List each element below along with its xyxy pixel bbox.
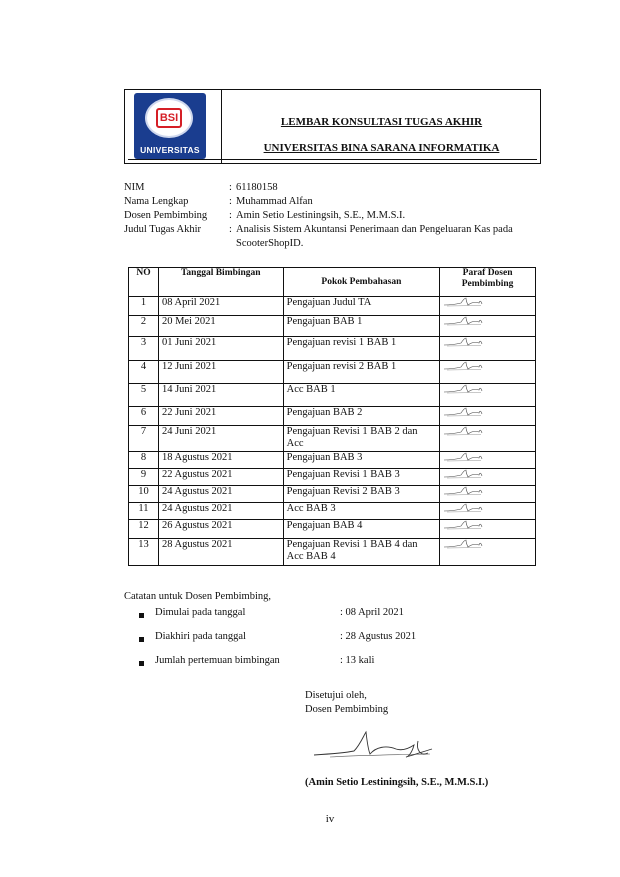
row-date: 08 April 2021 bbox=[158, 297, 283, 316]
row-no: 4 bbox=[129, 361, 159, 384]
row-date: 18 Agustus 2021 bbox=[158, 452, 283, 469]
row-paraf bbox=[440, 316, 536, 337]
paraf-signature bbox=[443, 407, 483, 417]
row-topic: Pengajuan Revisi 2 BAB 3 bbox=[283, 486, 440, 503]
row-no: 12 bbox=[129, 520, 159, 539]
row-topic: Acc BAB 1 bbox=[283, 384, 440, 407]
logo-text: UNIVERSITAS bbox=[140, 145, 200, 155]
row-topic: Pengajuan revisi 2 BAB 1 bbox=[283, 361, 440, 384]
name-value: Muhammad Alfan bbox=[236, 196, 313, 207]
note-label: Jumlah pertemuan bimbingan bbox=[155, 655, 280, 666]
row-paraf bbox=[440, 407, 536, 426]
table-row bbox=[129, 407, 536, 426]
row-topic: Pengajuan BAB 4 bbox=[283, 520, 440, 539]
row-topic: Pengajuan BAB 2 bbox=[283, 407, 440, 426]
table-row bbox=[129, 384, 536, 407]
header-topic: Pokok Pembahasan bbox=[283, 268, 440, 297]
paraf-signature bbox=[443, 316, 483, 326]
row-no: 3 bbox=[129, 337, 159, 361]
paraf-signature bbox=[443, 469, 483, 479]
nim-value: 61180158 bbox=[236, 182, 278, 193]
header-no: NO bbox=[129, 268, 159, 297]
page-number: iv bbox=[325, 813, 335, 825]
table-row bbox=[129, 503, 536, 520]
table-row bbox=[129, 316, 536, 337]
university-name: UNIVERSITAS BINA SARANA INFORMATIKA bbox=[263, 142, 500, 154]
row-paraf bbox=[440, 486, 536, 503]
row-topic: Pengajuan BAB 3 bbox=[283, 452, 440, 469]
row-date: 22 Agustus 2021 bbox=[158, 469, 283, 486]
row-paraf bbox=[440, 361, 536, 384]
row-topic: Pengajuan Judul TA bbox=[283, 297, 440, 316]
row-no: 5 bbox=[129, 384, 159, 407]
row-paraf bbox=[440, 520, 536, 539]
row-paraf bbox=[440, 469, 536, 486]
approval-line-2: Dosen Pembimbing bbox=[305, 704, 389, 715]
table-row bbox=[129, 452, 536, 469]
paraf-signature bbox=[443, 452, 483, 462]
row-topic: Pengajuan BAB 1 bbox=[283, 316, 440, 337]
table-row bbox=[129, 520, 536, 539]
bullet-icon bbox=[139, 613, 144, 618]
row-date: 24 Agustus 2021 bbox=[158, 486, 283, 503]
bullet-icon bbox=[139, 661, 144, 666]
header-underline bbox=[128, 159, 537, 160]
table-header-row bbox=[129, 268, 536, 297]
thesis-title-value: Analisis Sistem Akuntansi Penerimaan dan Pengeluaran Kas pada ScooterShopID. bbox=[236, 224, 513, 249]
row-no: 2 bbox=[129, 316, 159, 337]
university-logo bbox=[134, 93, 206, 159]
row-date: 01 Juni 2021 bbox=[158, 337, 283, 361]
row-no: 7 bbox=[129, 426, 159, 452]
paraf-signature bbox=[443, 426, 483, 436]
row-no: 9 bbox=[129, 469, 159, 486]
row-paraf bbox=[440, 503, 536, 520]
row-date: 22 Juni 2021 bbox=[158, 407, 283, 426]
document-title: LEMBAR KONSULTASI TUGAS AKHIR bbox=[280, 116, 483, 128]
table-row bbox=[129, 337, 536, 361]
row-date: 26 Agustus 2021 bbox=[158, 520, 283, 539]
paraf-signature bbox=[443, 486, 483, 496]
paraf-signature bbox=[443, 520, 483, 530]
row-date: 20 Mei 2021 bbox=[158, 316, 283, 337]
note-value: : 08 April 2021 bbox=[340, 607, 404, 618]
paraf-signature bbox=[443, 503, 483, 513]
row-topic: Pengajuan Revisi 1 BAB 3 bbox=[283, 469, 440, 486]
consultation-table bbox=[128, 267, 536, 566]
row-no: 10 bbox=[129, 486, 159, 503]
row-topic: Acc BAB 3 bbox=[283, 503, 440, 520]
note-label: Diakhiri pada tanggal bbox=[155, 631, 246, 642]
logo-mark: BSI bbox=[159, 112, 179, 124]
row-date: 24 Juni 2021 bbox=[158, 426, 283, 452]
header-date: Tanggal Bimbingan bbox=[158, 268, 283, 297]
approval-line-1: Disetujui oleh, bbox=[305, 690, 367, 701]
table-row bbox=[129, 469, 536, 486]
logo-emblem-icon bbox=[145, 98, 193, 138]
advisor-value: Amin Setio Lestiningsih, S.E., M.M.S.I. bbox=[236, 210, 406, 221]
row-topic: Pengajuan revisi 1 BAB 1 bbox=[283, 337, 440, 361]
student-info: NIM : 61180158 Nama Lengkap : Muhammad Alfan Dosen Pembimbing : Amin Setio Lestiningsih, S.E., M.M.S.I. Judul Tugas Akhir : Analisis Sistem Akuntansi Penerimaan dan Pengeluaran Kas pada ScooterShopID. bbox=[124, 181, 544, 251]
row-date: 24 Agustus 2021 bbox=[158, 503, 283, 520]
row-date: 28 Agustus 2021 bbox=[158, 539, 283, 566]
header-paraf: Paraf Dosen Pembimbing bbox=[440, 268, 536, 297]
row-no: 8 bbox=[129, 452, 159, 469]
row-no: 1 bbox=[129, 297, 159, 316]
table-row bbox=[129, 361, 536, 384]
row-date: 12 Juni 2021 bbox=[158, 361, 283, 384]
table-row bbox=[129, 486, 536, 503]
paraf-signature bbox=[443, 539, 483, 549]
notes-title: Catatan untuk Dosen Pembimbing, bbox=[124, 591, 271, 602]
row-paraf bbox=[440, 337, 536, 361]
note-value: : 13 kali bbox=[340, 655, 375, 666]
table-row bbox=[129, 297, 536, 316]
row-paraf bbox=[440, 426, 536, 452]
paraf-signature bbox=[443, 384, 483, 394]
row-paraf bbox=[440, 384, 536, 407]
row-no: 6 bbox=[129, 407, 159, 426]
row-topic: Pengajuan Revisi 1 BAB 2 dan Acc bbox=[283, 426, 440, 452]
advisor-signature bbox=[310, 727, 440, 767]
row-paraf bbox=[440, 452, 536, 469]
row-no: 11 bbox=[129, 503, 159, 520]
table-row bbox=[129, 426, 536, 452]
row-date: 14 Juni 2021 bbox=[158, 384, 283, 407]
row-no: 13 bbox=[129, 539, 159, 566]
note-value: : 28 Agustus 2021 bbox=[340, 631, 417, 642]
bullet-icon bbox=[139, 637, 144, 642]
row-topic: Pengajuan Revisi 1 BAB 4 dan Acc BAB 4 bbox=[283, 539, 440, 566]
paraf-signature bbox=[443, 361, 483, 371]
note-label: Dimulai pada tanggal bbox=[155, 607, 246, 618]
paraf-signature bbox=[443, 297, 483, 307]
paraf-signature bbox=[443, 337, 483, 347]
row-paraf bbox=[440, 297, 536, 316]
row-paraf bbox=[440, 539, 536, 566]
table-body bbox=[129, 297, 536, 566]
signer-name: (Amin Setio Lestiningsih, S.E., M.M.S.I.) bbox=[305, 777, 489, 788]
table-row bbox=[129, 539, 536, 566]
